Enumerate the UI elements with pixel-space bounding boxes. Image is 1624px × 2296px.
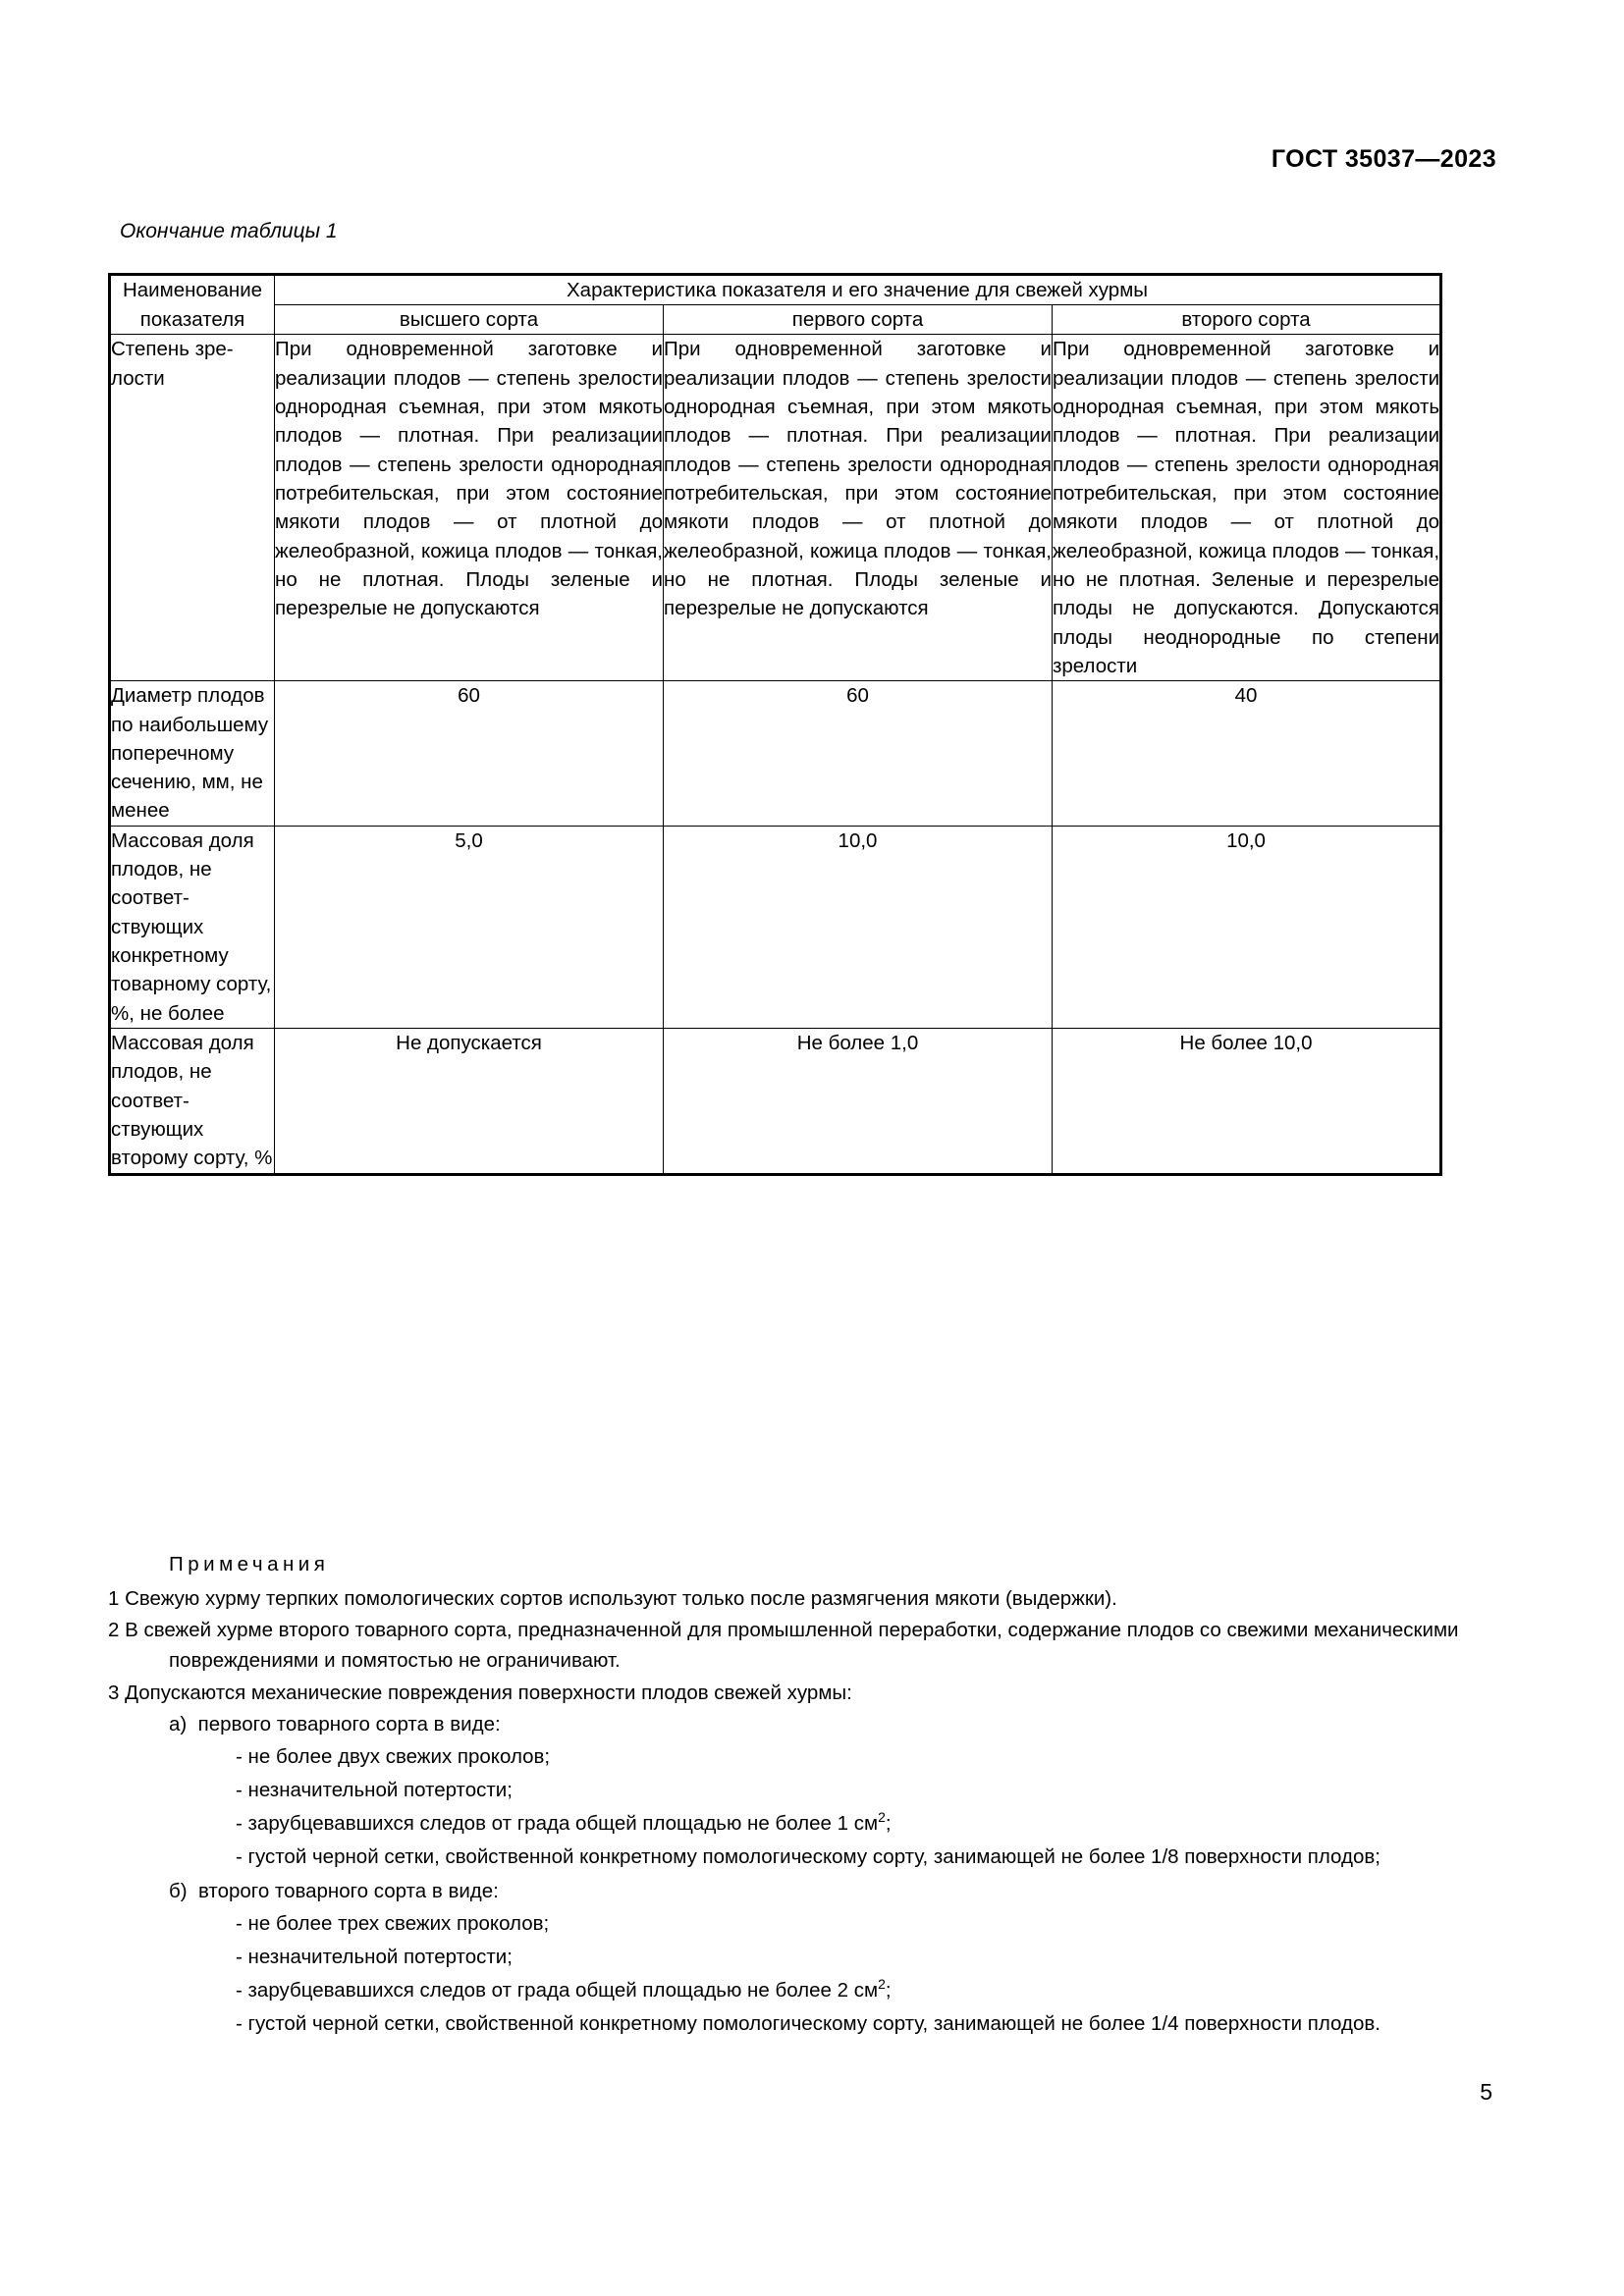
note-group-a-heading bbox=[169, 1709, 1463, 1739]
note-group-b-text: второго товарного сорта в виде: bbox=[197, 1879, 499, 1902]
page-number: 5 bbox=[1480, 2079, 1492, 2105]
note-group-a-bullet: - незначительной потертости; bbox=[236, 1779, 513, 1802]
header-cell-group-title: Характеристика показателя и его значение для свежей хурмы bbox=[275, 275, 1441, 305]
row-label-fruit-diameter: Диаметр плодов по наибольшему поперечному сечению, мм, не менее bbox=[110, 681, 275, 827]
note-item-1: 1 Свежую хурму терпких помологических сортов используют только после размягчения мякоти (выдержки). bbox=[108, 1587, 1117, 1611]
note-group-b-bullet: - не более трех свежих проколов; bbox=[236, 1911, 550, 1935]
note-bullet-text: не более двух свежих проколов; bbox=[247, 1744, 551, 1768]
note-bullet-text: зарубцевавшихся следов от града общей площадью не более 2 см bbox=[247, 1979, 879, 2002]
note-bullet-text: густой черной сетки, свойственной конкретному помологическому сорту, занимающей не более 1/4 поверхности плодов. bbox=[247, 2012, 1380, 2036]
header-cell-grade-first: первого сорта bbox=[664, 305, 1053, 335]
note-group-a-marker: а) bbox=[169, 1712, 188, 1735]
note-item-2: 2 В свежей хурме второго товарного сорта, предназначенной для промышленной переработки, содержание плодов со свежими механическими повреждениями и помятостью не ограничивают. bbox=[108, 1619, 1459, 1673]
note-bullet-tail: ; bbox=[885, 1979, 892, 2002]
note-group-b-bullet: - незначительной потертости; bbox=[236, 1945, 513, 1968]
cell-diameter-first: 60 bbox=[664, 681, 1053, 827]
header-cell-indicator-name: Наименование показателя bbox=[110, 275, 275, 335]
note-group-a-text: первого товарного сорта в виде: bbox=[197, 1712, 501, 1735]
note-group-b-bullet: - зарубцевавшихся следов от града общей площадью не более 2 $см^2$; bbox=[236, 1976, 892, 2002]
note-bullet-tail: ; bbox=[885, 1812, 892, 1836]
note-group-b-heading bbox=[169, 1876, 1463, 1906]
running-header-standard-number: ГОСТ 35037—2023 bbox=[1271, 145, 1496, 173]
specification-table bbox=[108, 273, 1442, 1176]
cell-ripeness-second: При одновременной заготовке и реализации плодов — степень зрелости однородная съемная, при этом мякоть плодов — плотная. При реализации плодов — степень зрелости однородная потребительская, при этом состояние мякоти плодов — от плотной до желеобразной, кожица плодов — тонкая, но не плотная. Зеленые и перезрелые плоды не допускаются. Допускаются плоды неоднородные по степени зрелости bbox=[1053, 335, 1441, 681]
note-item-3: 3 Допускаются механические повреждения поверхности плодов свежей хурмы: bbox=[108, 1681, 852, 1704]
notes-heading: Примечания bbox=[169, 1553, 330, 1575]
row-label-mass-fraction-grade: Массовая доля плодов, не соответствующих конкретному товарному сорту, %, не более bbox=[110, 826, 275, 1028]
table-header-row-1 bbox=[110, 275, 1441, 305]
note-bullet-text: не более трех свежих проколов; bbox=[247, 1911, 550, 1935]
row-label-ripeness-degree: Степень зрелости bbox=[110, 335, 275, 681]
note-group-b-marker: б) bbox=[169, 1879, 188, 1902]
header-cell-grade-highest: высшего сорта bbox=[275, 305, 664, 335]
cell-diameter-highest: 60 bbox=[275, 681, 664, 827]
cell-ripeness-highest: При одновременной заготовке и реализации плодов — степень зрелости однородная съемная, при этом мякоть плодов — плотная. При реализации плодов — степень зрелости однородная потребительская, при этом состояние мякоти плодов — от плотной до желеобразной, кожица плодов — тонкая, но не плотная. Плоды зеленые и перезрелые не допускаются bbox=[275, 335, 664, 681]
table-row bbox=[110, 335, 1441, 681]
note-bullet-text: зарубцевавшихся следов от града общей площадью не более 1 см bbox=[247, 1812, 879, 1836]
cell-mass-fraction-second-highest: Не допускается bbox=[275, 1028, 664, 1174]
cell-ripeness-first: При одновременной заготовке и реализации плодов — степень зрелости однородная съемная, при этом мякоть плодов — плотная. При реализации плодов — степень зрелости однородная потребительская, при этом состояние мякоти плодов — от плотной до желеобразной, кожица плодов — тонкая, но не плотная. Плоды зеленые и перезрелые не допускаются bbox=[664, 335, 1053, 681]
table-header-row-2 bbox=[110, 305, 1441, 335]
table-row bbox=[110, 681, 1441, 827]
note-group-a-bullet: - не более двух свежих проколов; bbox=[236, 1744, 551, 1768]
note-bullet-text: незначительной потертости; bbox=[247, 1779, 513, 1802]
superscript-square: 2 bbox=[878, 1976, 886, 1993]
notes-block bbox=[108, 1549, 1463, 2042]
note-group-b-bullet: - густой черной сетки, свойственной конкретному помологическому сорту, занимающей не более 1/4 поверхности плодов. bbox=[236, 2012, 1380, 2036]
cell-mass-fraction-second-first: Не более 1,0 bbox=[664, 1028, 1053, 1174]
note-group-a-bullet: - зарубцевавшихся следов от града общей площадью не более 1 $см^2$; bbox=[236, 1809, 892, 1836]
table-caption: Окончание таблицы 1 bbox=[120, 220, 338, 242]
cell-diameter-second: 40 bbox=[1053, 681, 1441, 827]
superscript-square: 2 bbox=[878, 1809, 886, 1826]
note-group-a-bullet: - густой черной сетки, свойственной конкретному помологическому сорту, занимающей не более 1/8 поверхности плодов; bbox=[236, 1845, 1380, 1869]
header-cell-grade-second: второго сорта bbox=[1053, 305, 1441, 335]
cell-mass-fraction-grade-second: 10,0 bbox=[1053, 826, 1441, 1028]
row-label-mass-fraction-second-grade: Массовая доля плодов, не соответствующих второму сорту, % bbox=[110, 1028, 275, 1174]
note-bullet-text: густой черной сетки, свойственной конкретному помологическому сорту, занимающей не более 1/8 поверхности плодов; bbox=[247, 1845, 1380, 1869]
cell-mass-fraction-grade-highest: 5,0 bbox=[275, 826, 664, 1028]
table-row bbox=[110, 826, 1441, 1028]
note-bullet-text: незначительной потертости; bbox=[247, 1945, 513, 1968]
table-row bbox=[110, 1028, 1441, 1174]
cell-mass-fraction-second-second: Не более 10,0 bbox=[1053, 1028, 1441, 1174]
cell-mass-fraction-grade-first: 10,0 bbox=[664, 826, 1053, 1028]
